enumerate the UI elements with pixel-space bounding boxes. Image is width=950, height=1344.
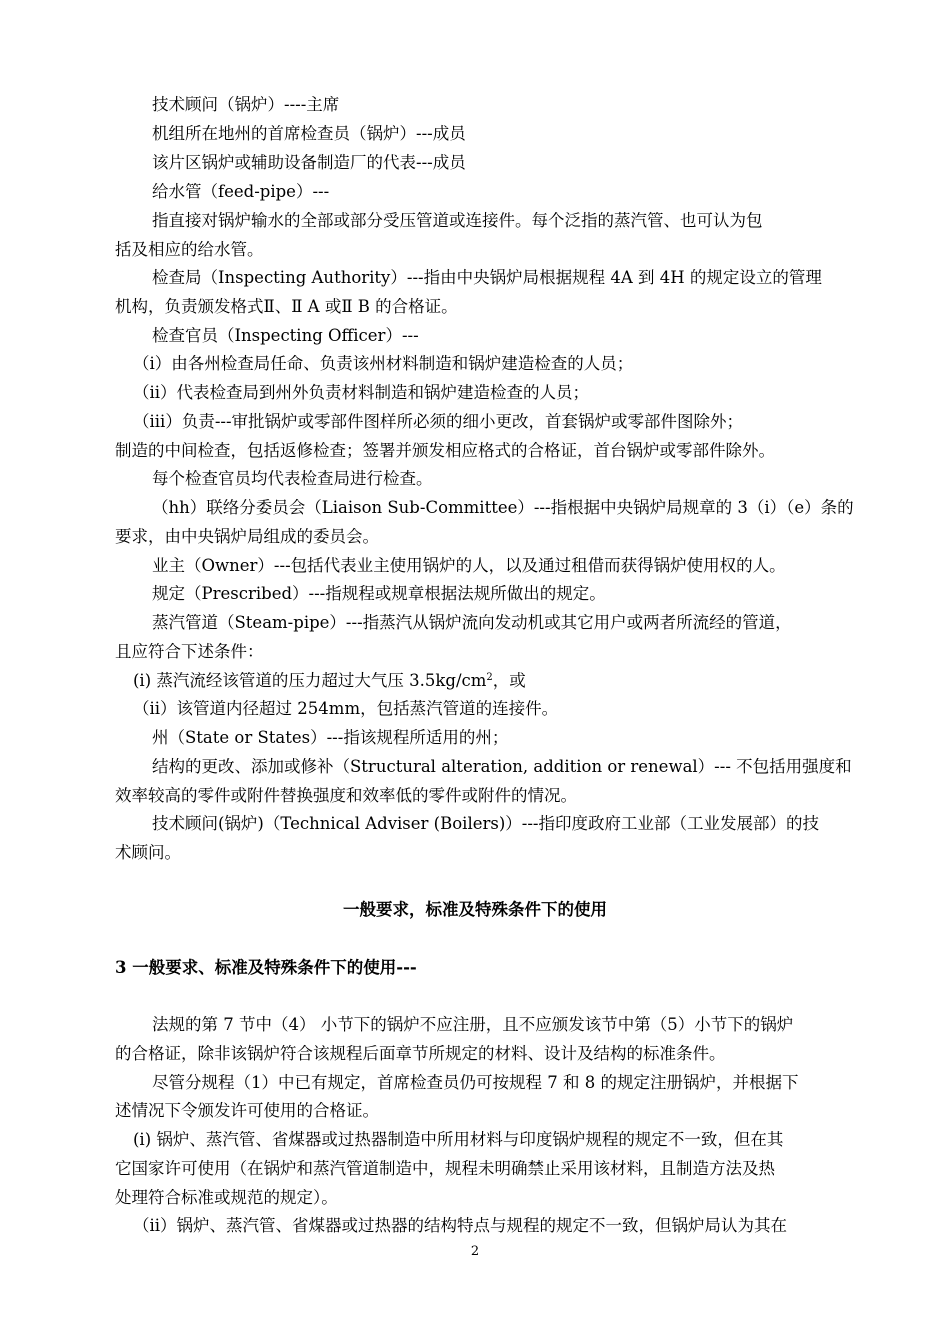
text-line: 技术顾问(锅炉)（Technical Adviser (Boilers)）---指印度政府工业部（工业发展部）的技 <box>152 814 820 833</box>
text-line: 结构的更改、添加或修补（Structural alteration, addition or renewal）--- 不包括用强度和 <box>152 757 852 776</box>
text-line: 法规的第 7 节中（4） 小节下的锅炉不应注册，且不应颁发该节中第（5）小节下的锅炉 <box>152 1015 794 1034</box>
list-item-text: (i) 蒸汽流经该管道的压力超过大气压 3.5kg/cm <box>133 671 487 690</box>
text-line: 蒸汽管道（Steam-pipe）---指蒸汽从锅炉流向发动机或其它用户或两者所流经的管道， <box>152 613 792 632</box>
superscript: 2 <box>486 672 493 683</box>
text-line: 述情况下令颁发许可使用的合格证。 <box>115 1101 379 1120</box>
text-line: 技术顾问（锅炉）----主席 <box>152 95 340 114</box>
page-number: 2 <box>470 1244 480 1259</box>
list-item: (i) 锅炉、蒸汽管、省煤器或过热器制造中所用材料与印度锅炉规程的规定不一致，但在其 <box>133 1130 784 1149</box>
text-line: 每个检查官员均代表检查局进行检查。 <box>152 469 433 488</box>
list-item-text: ，或 <box>492 671 526 690</box>
text-line: 机构，负责颁发格式Ⅱ、Ⅱ A 或Ⅱ B 的合格证。 <box>115 297 458 316</box>
list-item: （ii）该管道内径超过 254mm，包括蒸汽管道的连接件。 <box>133 699 559 718</box>
text-line: 业主（Owner）---包括代表业主使用锅炉的人，以及通过租借而获得锅炉使用权的人。 <box>152 556 786 575</box>
text-line: 括及相应的给水管。 <box>115 240 264 259</box>
text-line: 制造的中间检查，包括返修检查；签署并颁发相应格式的合格证，首台锅炉或零部件除外。 <box>115 441 775 460</box>
text-line: 要求，由中央锅炉局组成的委员会。 <box>115 527 379 546</box>
list-item <box>133 671 526 691</box>
section-heading: 3 一般要求、标准及特殊条件下的使用--- <box>115 958 417 977</box>
text-line: 给水管（feed-pipe）--- <box>152 182 330 201</box>
text-line: 术顾问。 <box>115 843 181 862</box>
text-line: 检查官员（Inspecting Officer）--- <box>152 326 419 345</box>
list-item: （ii）锅炉、蒸汽管、省煤器或过热器的结构特点与规程的规定不一致，但锅炉局认为其在 <box>133 1216 788 1235</box>
text-line: 它国家许可使用（在锅炉和蒸汽管道制造中，规程未明确禁止采用该材料，且制造方法及热 <box>115 1159 775 1178</box>
list-item: （iii）负责---审批锅炉或零部件图样所必须的细小更改，首套锅炉或零部件图除外； <box>133 412 744 431</box>
text-line: 机组所在地州的首席检查员（锅炉）---成员 <box>152 124 466 143</box>
section-title: 一般要求，标准及特殊条件下的使用 <box>343 900 607 919</box>
text-line: 尽管分规程（1）中已有规定，首席检查员仍可按规程 7 和 8 的规定注册锅炉，并根据下 <box>152 1073 799 1092</box>
text-line: 处理符合标准或规范的规定）。 <box>115 1188 338 1207</box>
text-line: 州（State or States）---指该规程所适用的州； <box>152 728 509 747</box>
text-line: 的合格证，除非该锅炉符合该规程后面章节所规定的材料、设计及结构的标准条件。 <box>115 1044 726 1063</box>
list-item: （i）由各州检查局任命、负责该州材料制造和锅炉建造检查的人员； <box>133 354 634 373</box>
text-line: （hh）联络分委员会（Liaison Sub-Committee）---指根据中央锅炉局规章的 3（i）（e）条的 <box>152 498 854 517</box>
text-line: 该片区锅炉或辅助设备制造厂的代表---成员 <box>152 153 466 172</box>
text-line: 规定（Prescribed）---指规程或规章根据法规所做出的规定。 <box>152 584 606 603</box>
list-item: （ii）代表检查局到州外负责材料制造和锅炉建造检查的人员； <box>133 383 590 402</box>
text-line: 指直接对锅炉输水的全部或部分受压管道或连接件。每个泛指的蒸汽管、也可认为包 <box>152 211 763 230</box>
text-line: 检查局（Inspecting Authority）---指由中央锅炉局根据规程 4A 到 4H 的规定设立的管理 <box>152 268 822 287</box>
text-line: 且应符合下述条件： <box>115 642 264 661</box>
text-line: 效率较高的零件或附件替换强度和效率低的零件或附件的情况。 <box>115 786 577 805</box>
